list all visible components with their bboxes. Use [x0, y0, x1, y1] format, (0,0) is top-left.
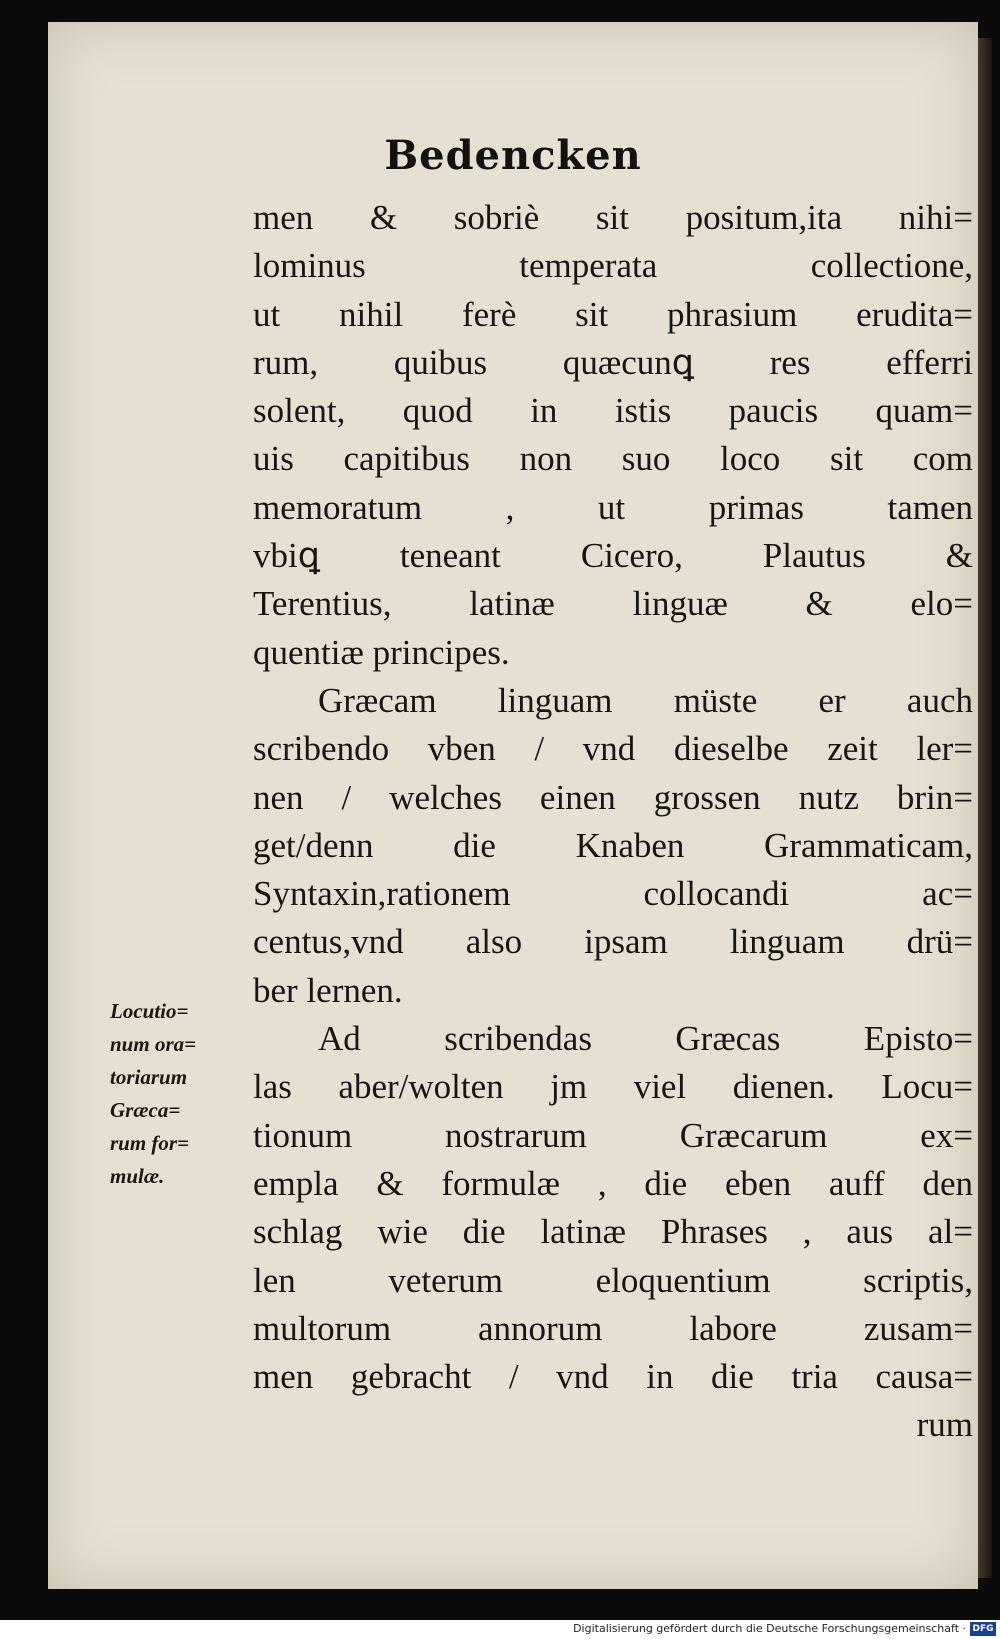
- text-line: Terentius, latinæ linguæ & elo=: [253, 584, 973, 624]
- dfg-logo: DFG: [970, 1622, 996, 1636]
- margin-note: [110, 995, 250, 1193]
- text-line: Græcam linguam müste er auch: [318, 680, 973, 720]
- text-line: Ad scribendas Græcas Episto=: [318, 1019, 973, 1059]
- catchword: rum: [916, 1405, 973, 1445]
- text-line: Syntaxin,rationem collocandi ac=: [253, 874, 973, 914]
- text-line: men & sobriè sit positum,ita nihi=: [253, 198, 973, 237]
- text-line: vbiꝗ teneant Cicero, Plautus &: [253, 536, 973, 576]
- text-line: ber lernen.: [253, 970, 403, 1010]
- body-text: [253, 194, 973, 1450]
- text-line: multorum annorum labore zusam=: [253, 1308, 973, 1348]
- text-line: quentiæ principes.: [253, 632, 510, 672]
- text-line: rum, quibus quæcunꝗ res efferri: [253, 342, 973, 382]
- text-line: schlag wie die latinæ Phrases , aus al=: [253, 1212, 973, 1252]
- text-line: lominus temperata collectione,: [253, 246, 973, 286]
- text-line: uis capitibus non suo loco sit com: [253, 439, 973, 479]
- page-edge: [978, 38, 992, 1578]
- funding-notice: Digitalisierung gefördert durch die Deutsche Forschungsgemeinschaft ·: [573, 1622, 966, 1635]
- text-line: solent, quod in istis paucis quam=: [253, 391, 973, 431]
- text-line: get/denn die Knaben Grammaticam,: [253, 825, 973, 865]
- margin-note-line: num ora=: [110, 1032, 197, 1056]
- text-line: tionum nostrarum Græcarum ex=: [253, 1115, 973, 1155]
- text-line: memoratum , ut primas tamen: [253, 487, 973, 527]
- text-line: men gebracht / vnd in die tria causa=: [253, 1357, 973, 1397]
- margin-note-line: Græca=: [110, 1098, 181, 1122]
- margin-note-line: mulæ.: [110, 1164, 165, 1188]
- text-line: empla & formulæ , die eben auff den: [253, 1163, 973, 1203]
- text-line: len veterum eloquentium scriptis,: [253, 1260, 973, 1300]
- text-line: las aber/wolten jm viel dienen. Locu=: [253, 1067, 973, 1107]
- book-page: [48, 22, 978, 1589]
- footer-bar: [0, 1620, 1000, 1639]
- text-line: centus,vnd also ipsam linguam drü=: [253, 922, 973, 962]
- running-title: Bedencken: [384, 132, 642, 179]
- margin-note-line: Locutio=: [110, 999, 189, 1023]
- margin-note-line: rum for=: [110, 1131, 190, 1155]
- text-line: scribendo vben / vnd dieselbe zeit ler=: [253, 729, 973, 769]
- margin-note-line: toriarum: [110, 1065, 188, 1089]
- text-line: nen / welches einen grossen nutz brin=: [253, 777, 973, 817]
- text-line: ut nihil ferè sit phrasium erudita=: [253, 294, 973, 334]
